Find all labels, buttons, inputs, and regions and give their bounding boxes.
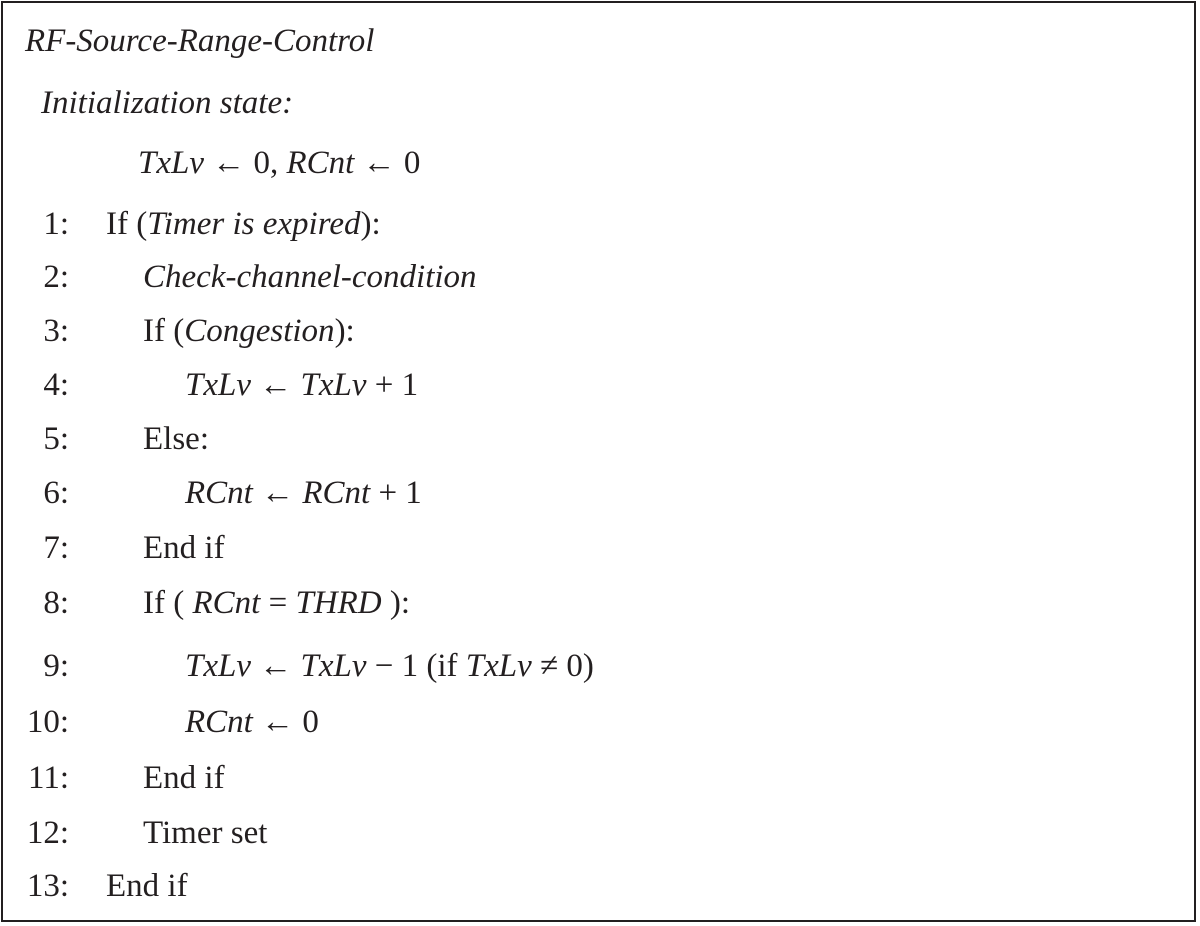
condition: Congestion bbox=[184, 313, 335, 349]
line-number: 3: bbox=[43, 313, 69, 349]
line-number: 12: bbox=[26, 815, 69, 851]
code-line-10 bbox=[185, 702, 319, 742]
code-line-3 bbox=[143, 311, 355, 351]
code-line-11 bbox=[143, 758, 225, 798]
condition: Timer is expired bbox=[147, 206, 361, 242]
equals: = bbox=[260, 585, 296, 621]
var-rcnt: RCnt bbox=[192, 585, 261, 621]
code-line-5 bbox=[143, 419, 209, 459]
line-number: 7: bbox=[43, 530, 69, 566]
line-number: 13: bbox=[26, 868, 69, 904]
line-number: 9: bbox=[43, 648, 69, 684]
line-number: 8: bbox=[43, 585, 69, 621]
var-txlv: TxLv bbox=[465, 648, 532, 684]
code-line-6 bbox=[185, 473, 422, 513]
var-rcnt: RCnt bbox=[185, 475, 253, 511]
punct: ): bbox=[360, 206, 381, 242]
keyword: End if bbox=[143, 530, 225, 566]
init-label: Initialization state: bbox=[41, 85, 294, 121]
line-number: 11: bbox=[28, 760, 69, 796]
var-thrd: THRD bbox=[295, 585, 382, 621]
line-number: 6: bbox=[43, 475, 69, 511]
var-txlv: TxLv bbox=[300, 367, 367, 403]
var-rcnt: RCnt bbox=[185, 704, 253, 740]
code-line-13 bbox=[106, 866, 188, 906]
keyword: If ( bbox=[143, 585, 193, 621]
line-number: 10: bbox=[26, 704, 69, 740]
punct: ): bbox=[334, 313, 355, 349]
var-txlv: TxLv bbox=[185, 367, 251, 403]
punct: ): bbox=[381, 585, 411, 621]
line-number: 5: bbox=[43, 421, 69, 457]
line-number: 4: bbox=[43, 367, 69, 403]
code-line-12 bbox=[143, 813, 267, 853]
assign-arrow: ← bbox=[251, 648, 301, 684]
decrement-condition: − 1 (if bbox=[366, 648, 466, 684]
assign-zero-2: ← 0 bbox=[354, 145, 421, 181]
algorithm-box bbox=[1, 1, 1196, 922]
keyword: Timer set bbox=[143, 815, 268, 851]
assign-arrow: ← bbox=[252, 475, 303, 511]
keyword: If ( bbox=[106, 206, 148, 242]
init-statement bbox=[138, 143, 420, 183]
code-line-2 bbox=[143, 257, 477, 297]
keyword: Else: bbox=[143, 421, 209, 457]
code-line-9 bbox=[185, 646, 594, 686]
code-line-7 bbox=[143, 528, 225, 568]
keyword: If ( bbox=[143, 313, 185, 349]
assign-zero: ← 0 bbox=[252, 704, 319, 740]
procedure-call: Check-channel-condition bbox=[143, 259, 477, 295]
line-number: 1: bbox=[43, 206, 69, 242]
increment: + 1 bbox=[366, 367, 419, 403]
increment: + 1 bbox=[370, 475, 422, 511]
keyword: End if bbox=[106, 868, 188, 904]
code-line-4 bbox=[185, 365, 418, 405]
var-txlv: TxLv bbox=[185, 648, 251, 684]
var-rcnt: RCnt bbox=[286, 145, 355, 181]
assign-zero-1: ← 0, bbox=[204, 145, 287, 181]
var-txlv: TxLv bbox=[138, 145, 204, 181]
algorithm-title: RF-Source-Range-Control bbox=[25, 23, 375, 59]
keyword: End if bbox=[143, 760, 225, 796]
line-number: 2: bbox=[43, 259, 69, 295]
code-line-8 bbox=[143, 583, 410, 623]
var-rcnt: RCnt bbox=[302, 475, 371, 511]
not-equal-zero: ≠ 0) bbox=[531, 648, 594, 684]
code-line-1 bbox=[106, 204, 381, 244]
assign-arrow: ← bbox=[251, 367, 301, 403]
var-txlv: TxLv bbox=[300, 648, 367, 684]
